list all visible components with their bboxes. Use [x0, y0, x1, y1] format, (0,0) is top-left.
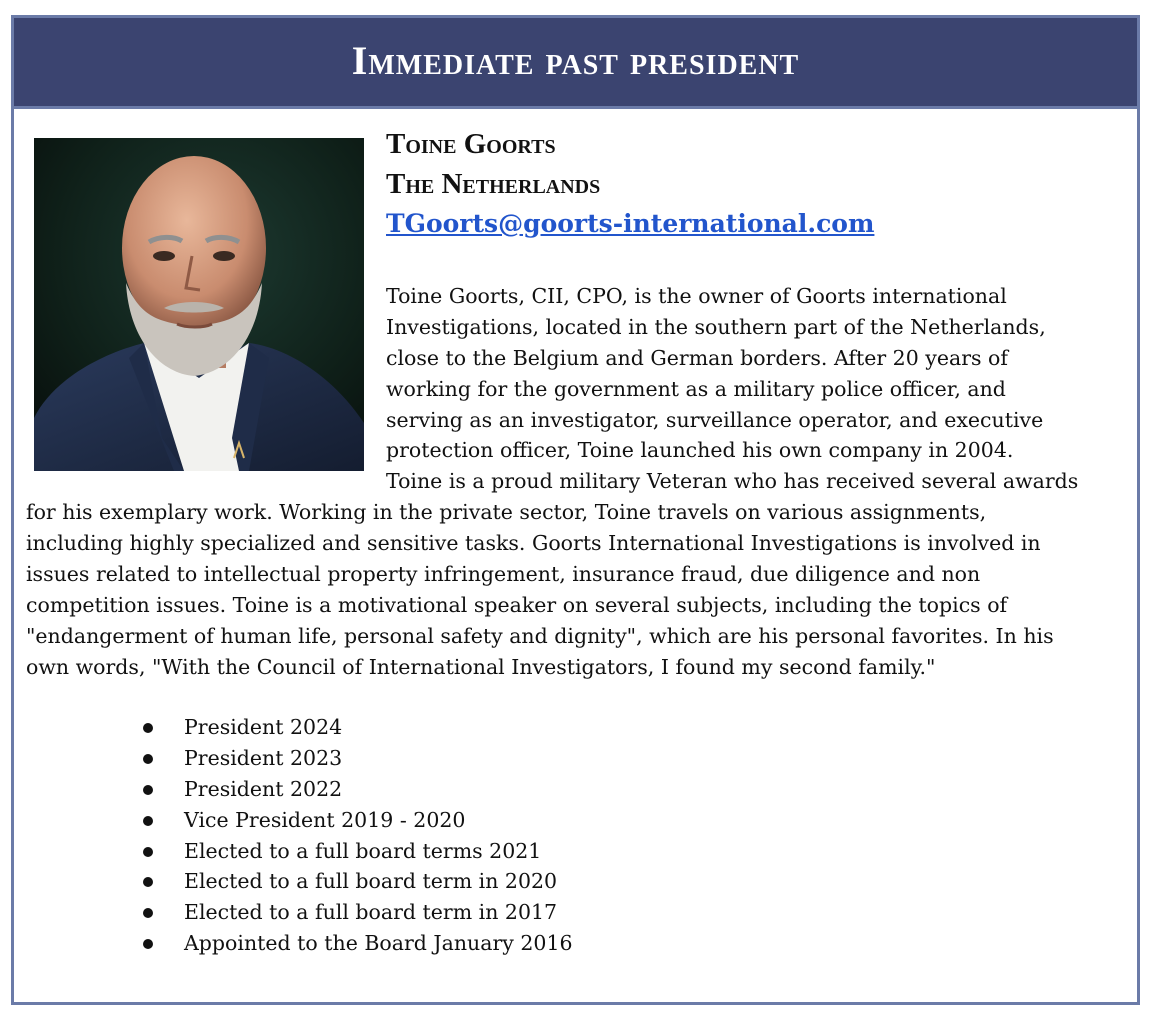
list-item [139, 805, 573, 836]
role-label: Appointed to the Board January 2016 [184, 931, 573, 956]
name-block [386, 124, 1126, 244]
list-item [139, 743, 573, 774]
page-title: Immediate past president [351, 37, 800, 83]
bio-line: issues related to intellectual property infringement, insurance fraud, due diligence and non [26, 562, 981, 587]
bio-line: working for the government as a military police officer, and [386, 376, 1006, 401]
list-item [139, 774, 573, 805]
bio-line: for his exemplary work. Working in the private sector, Toine travels on various assignments, [26, 500, 987, 525]
email-link[interactable]: TGoorts@goorts-international.com [386, 209, 875, 238]
person-name: Toine Goorts [386, 128, 556, 160]
list-item [139, 897, 573, 928]
bio-line: "endangerment of human life, personal safety and dignity", which are his personal favorites. In his [26, 623, 1054, 648]
bullet-icon [143, 785, 153, 795]
list-item [139, 866, 573, 897]
bullet-icon [143, 816, 153, 826]
role-label: President 2022 [184, 776, 343, 801]
title-banner [14, 18, 1137, 109]
bullet-icon [143, 877, 153, 887]
role-label: President 2023 [184, 745, 343, 770]
bio-line: competition issues. Toine is a motivational speaker on several subjects, including the topics of [26, 592, 1008, 617]
role-label: Elected to a full board term in 2020 [184, 869, 558, 894]
profile-card [11, 15, 1140, 1005]
bio-line: own words, "With the Council of International Investigators, I found my second family." [26, 654, 936, 679]
roles-list [139, 712, 573, 959]
bio-line: close to the Belgium and German borders. After 20 years of [386, 345, 1008, 370]
bio-line: Toine Goorts, CII, CPO, is the owner of Goorts international [386, 284, 1007, 308]
bullet-icon [143, 754, 153, 764]
bio-line: protection officer, Toine launched his own company in 2004. [386, 438, 1014, 463]
bio-line: Toine is a proud military Veteran who has received several awards [386, 469, 1079, 494]
bullet-icon [143, 847, 153, 857]
bullet-icon [143, 908, 153, 918]
role-label: Elected to a full board terms 2021 [184, 838, 542, 863]
role-label: Vice President 2019 - 2020 [184, 807, 466, 832]
bio-line: including highly specialized and sensitive tasks. Goorts International Investigations is involved in [26, 531, 1041, 556]
person-country: The Netherlands [386, 168, 601, 200]
bullet-icon [143, 723, 153, 733]
bullet-icon [143, 939, 153, 949]
list-item [139, 712, 573, 743]
list-item [139, 928, 573, 959]
list-item [139, 836, 573, 867]
role-label: Elected to a full board term in 2017 [184, 900, 558, 925]
bio-line: serving as an investigator, surveillance operator, and executive [386, 407, 1044, 432]
bio-line: Investigations, located in the southern part of the Netherlands, [386, 314, 1046, 339]
role-label: President 2024 [184, 715, 343, 739]
bio-paragraph [26, 281, 1126, 683]
